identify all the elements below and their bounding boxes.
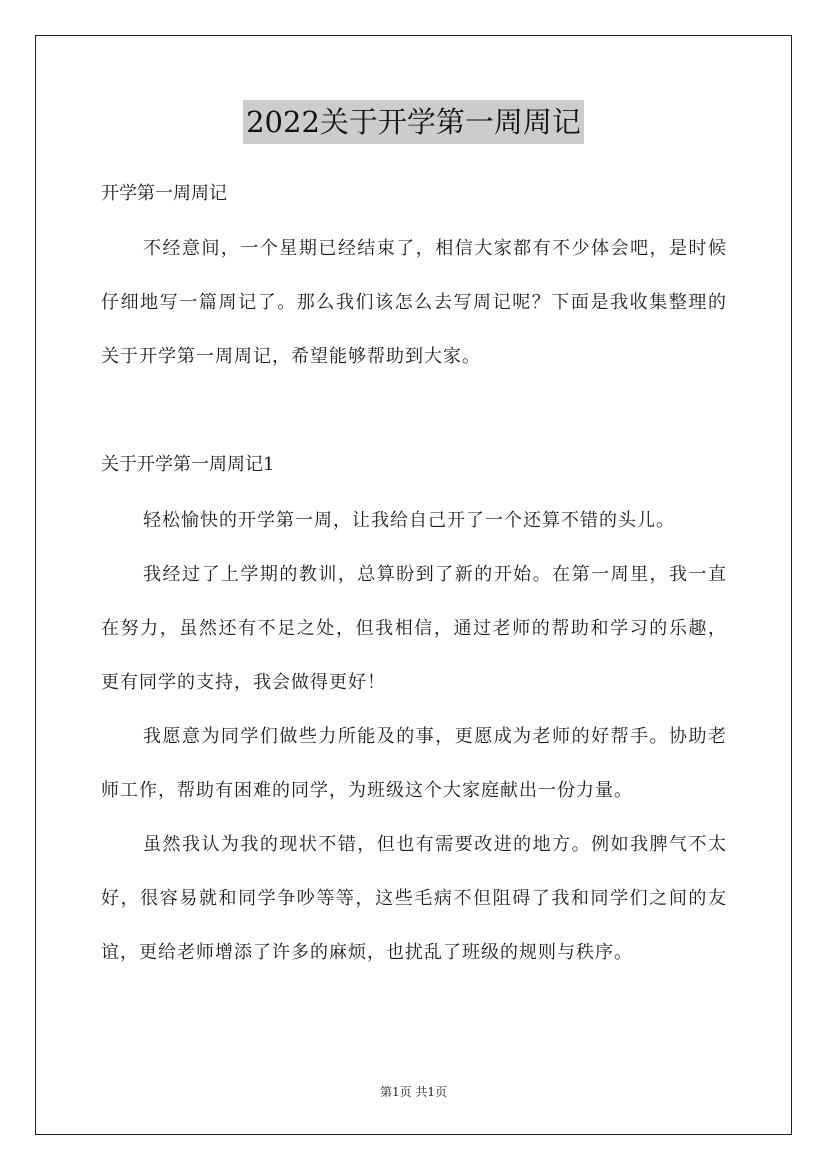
body-paragraph-2: 我经过了上学期的教训，总算盼到了新的开始。在第一周里，我一直在努力，虽然还有不足之处，但我相信，通过老师的帮助和学习的乐趣，更有同学的支持，我会做得更好！ (101, 564, 727, 693)
body-paragraph-3: 我愿意为同学们做些力所能及的事，更愿成为老师的好帮手。协助老师工作，帮助有困难的同学，为班级这个大家庭献出一份力量。 (101, 726, 727, 801)
intro-paragraph: 不经意间，一个星期已经结束了，相信大家都有不少体会吧，是时候仔细地写一篇周记了。那么我们该怎么去写周记呢？下面是我收集整理的关于开学第一周周记，希望能够帮助到大家。 (101, 238, 727, 367)
document-subtitle: 开学第一周周记 (101, 183, 227, 204)
body-paragraph-4: 虽然我认为我的现状不错，但也有需要改进的地方。例如我脾气不太好，很容易就和同学争吵等等，这些毛病不但阻碍了我和同学们之间的友谊，更给老师增添了许多的麻烦，也扰乱了班级的规则与秩序。 (101, 834, 727, 963)
body-paragraph-1: 轻松愉快的开学第一周，让我给自己开了一个还算不错的头儿。 (143, 510, 675, 531)
section-heading: 关于开学第一周周记1 (101, 454, 275, 475)
document-title: 2022关于开学第一周周记 (243, 100, 584, 144)
page-footer: 第1页 共1页 (379, 1085, 448, 1099)
title-container (0, 100, 827, 144)
